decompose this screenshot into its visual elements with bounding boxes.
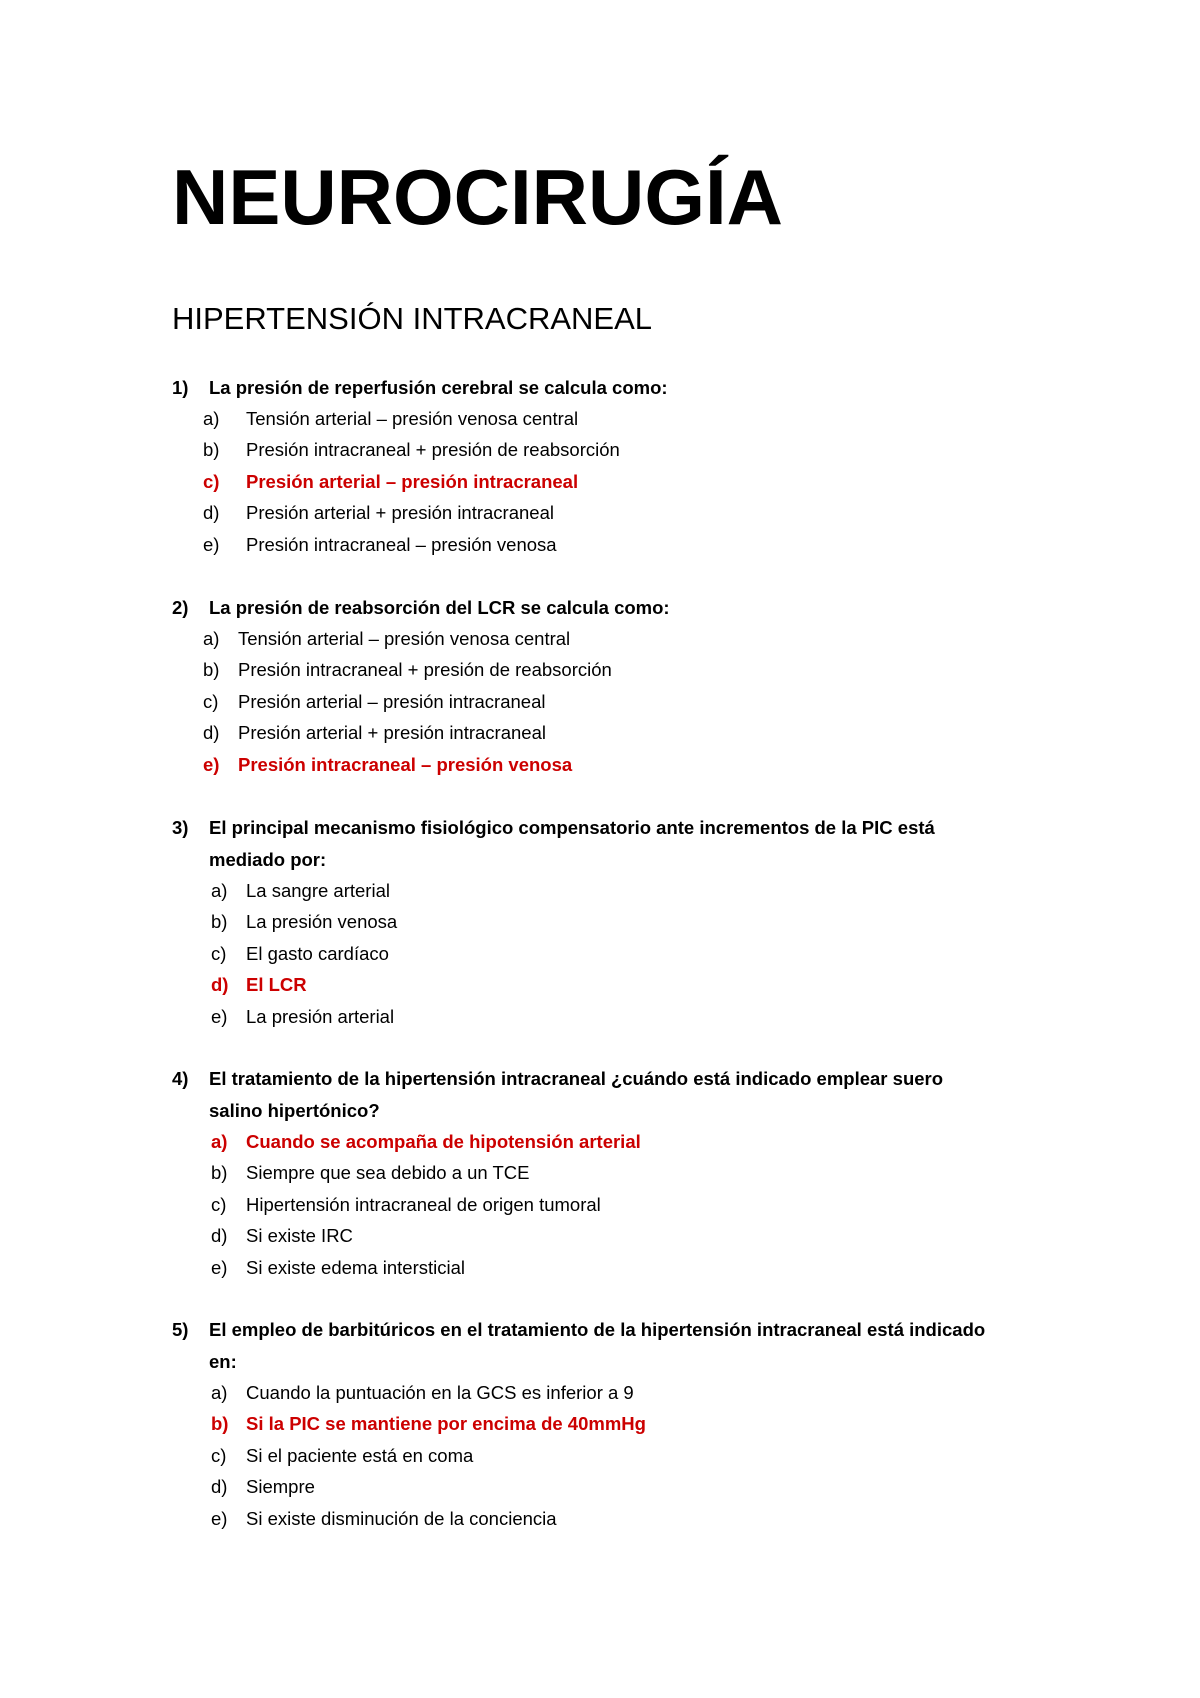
option-label: d) — [203, 502, 220, 524]
question-number: 3) — [172, 817, 189, 838]
option-label: e) — [203, 753, 220, 775]
option-text: Cuando la puntuación en la GCS es inferior a 9 — [246, 1382, 634, 1403]
question-text: El principal mecanismo fisiológico compensatorio ante incrementos de la PIC está — [209, 817, 935, 838]
question-number: 1) — [172, 377, 189, 398]
option-text: Si existe edema intersticial — [246, 1256, 466, 1278]
option-label: b) — [211, 911, 228, 933]
option-text: Si la PIC se mantiene por encima de 40mmHg — [246, 1413, 646, 1435]
option-text: Si existe IRC — [246, 1225, 353, 1247]
option-text: Hipertensión intracraneal de origen tumoral — [246, 1193, 601, 1215]
option-label: b) — [203, 659, 220, 681]
option-label: d) — [203, 722, 220, 744]
question-text: en: — [209, 1350, 237, 1372]
option-label: b) — [211, 1413, 229, 1435]
option-text: Presión arterial + presión intracraneal — [238, 722, 546, 744]
option-label: b) — [203, 439, 220, 461]
option-text: Presión intracraneal – presión venosa — [238, 753, 573, 775]
option-text: El gasto cardíaco — [246, 942, 389, 964]
option-label: e) — [211, 1256, 228, 1278]
option-label: d) — [211, 974, 229, 996]
option-label: d) — [211, 1225, 228, 1247]
option-text: Presión intracraneal – presión venosa — [246, 533, 557, 555]
option-label: d) — [211, 1476, 228, 1498]
option-label: a) — [211, 1131, 228, 1152]
option-label: c) — [211, 1444, 227, 1466]
option-text: La presión arterial — [246, 1005, 395, 1027]
option-label: c) — [203, 690, 219, 712]
option-text: El LCR — [246, 974, 307, 996]
question-number: 5) — [172, 1319, 189, 1340]
option-text: Tensión arterial – presión venosa central — [238, 628, 571, 649]
question-text: La presión de reperfusión cerebral se calcula como: — [209, 377, 668, 398]
question-text: salino hipertónico? — [209, 1099, 380, 1121]
option-text: Presión arterial – presión intracraneal — [246, 470, 579, 492]
option-text: La presión venosa — [246, 911, 398, 933]
option-text: Presión arterial + presión intracraneal — [246, 502, 554, 524]
option-text: Si existe disminución de la conciencia — [246, 1507, 557, 1529]
question-number: 2) — [172, 597, 189, 618]
option-label: b) — [211, 1162, 228, 1184]
option-text: Presión intracraneal + presión de reabsorción — [238, 659, 612, 681]
question-text: El tratamiento de la hipertensión intracraneal ¿cuándo está indicado emplear suero — [209, 1068, 944, 1089]
option-text: Si el paciente está en coma — [246, 1444, 474, 1466]
option-label: c) — [211, 942, 227, 964]
option-text: Tensión arterial – presión venosa central — [246, 408, 579, 429]
question-number: 4) — [172, 1068, 189, 1089]
option-label: a) — [211, 1382, 228, 1403]
option-text: Presión arterial – presión intracraneal — [238, 690, 546, 712]
question-text: El empleo de barbitúricos en el tratamiento de la hipertensión intracraneal está indicado — [209, 1319, 986, 1340]
option-text: La sangre arterial — [246, 880, 390, 901]
question-text: mediado por: — [209, 848, 327, 870]
option-label: e) — [211, 1507, 228, 1529]
option-text: Cuando se acompaña de hipotensión arterial — [246, 1131, 641, 1152]
option-label: a) — [203, 628, 220, 649]
option-label: a) — [211, 880, 228, 901]
option-label: a) — [203, 408, 220, 429]
option-text: Siempre — [246, 1476, 315, 1498]
option-text: Presión intracraneal + presión de reabsorción — [246, 439, 620, 461]
option-label: c) — [203, 470, 220, 492]
option-label: e) — [203, 533, 220, 555]
option-label: c) — [211, 1193, 227, 1215]
question-text: La presión de reabsorción del LCR se calcula como: — [209, 597, 670, 618]
option-text: Siempre que sea debido a un TCE — [246, 1162, 530, 1184]
page-title: NEUROCIRUGÍA — [172, 153, 784, 241]
section-title: HIPERTENSIÓN INTRACRANEAL — [172, 301, 653, 336]
option-label: e) — [211, 1005, 228, 1027]
